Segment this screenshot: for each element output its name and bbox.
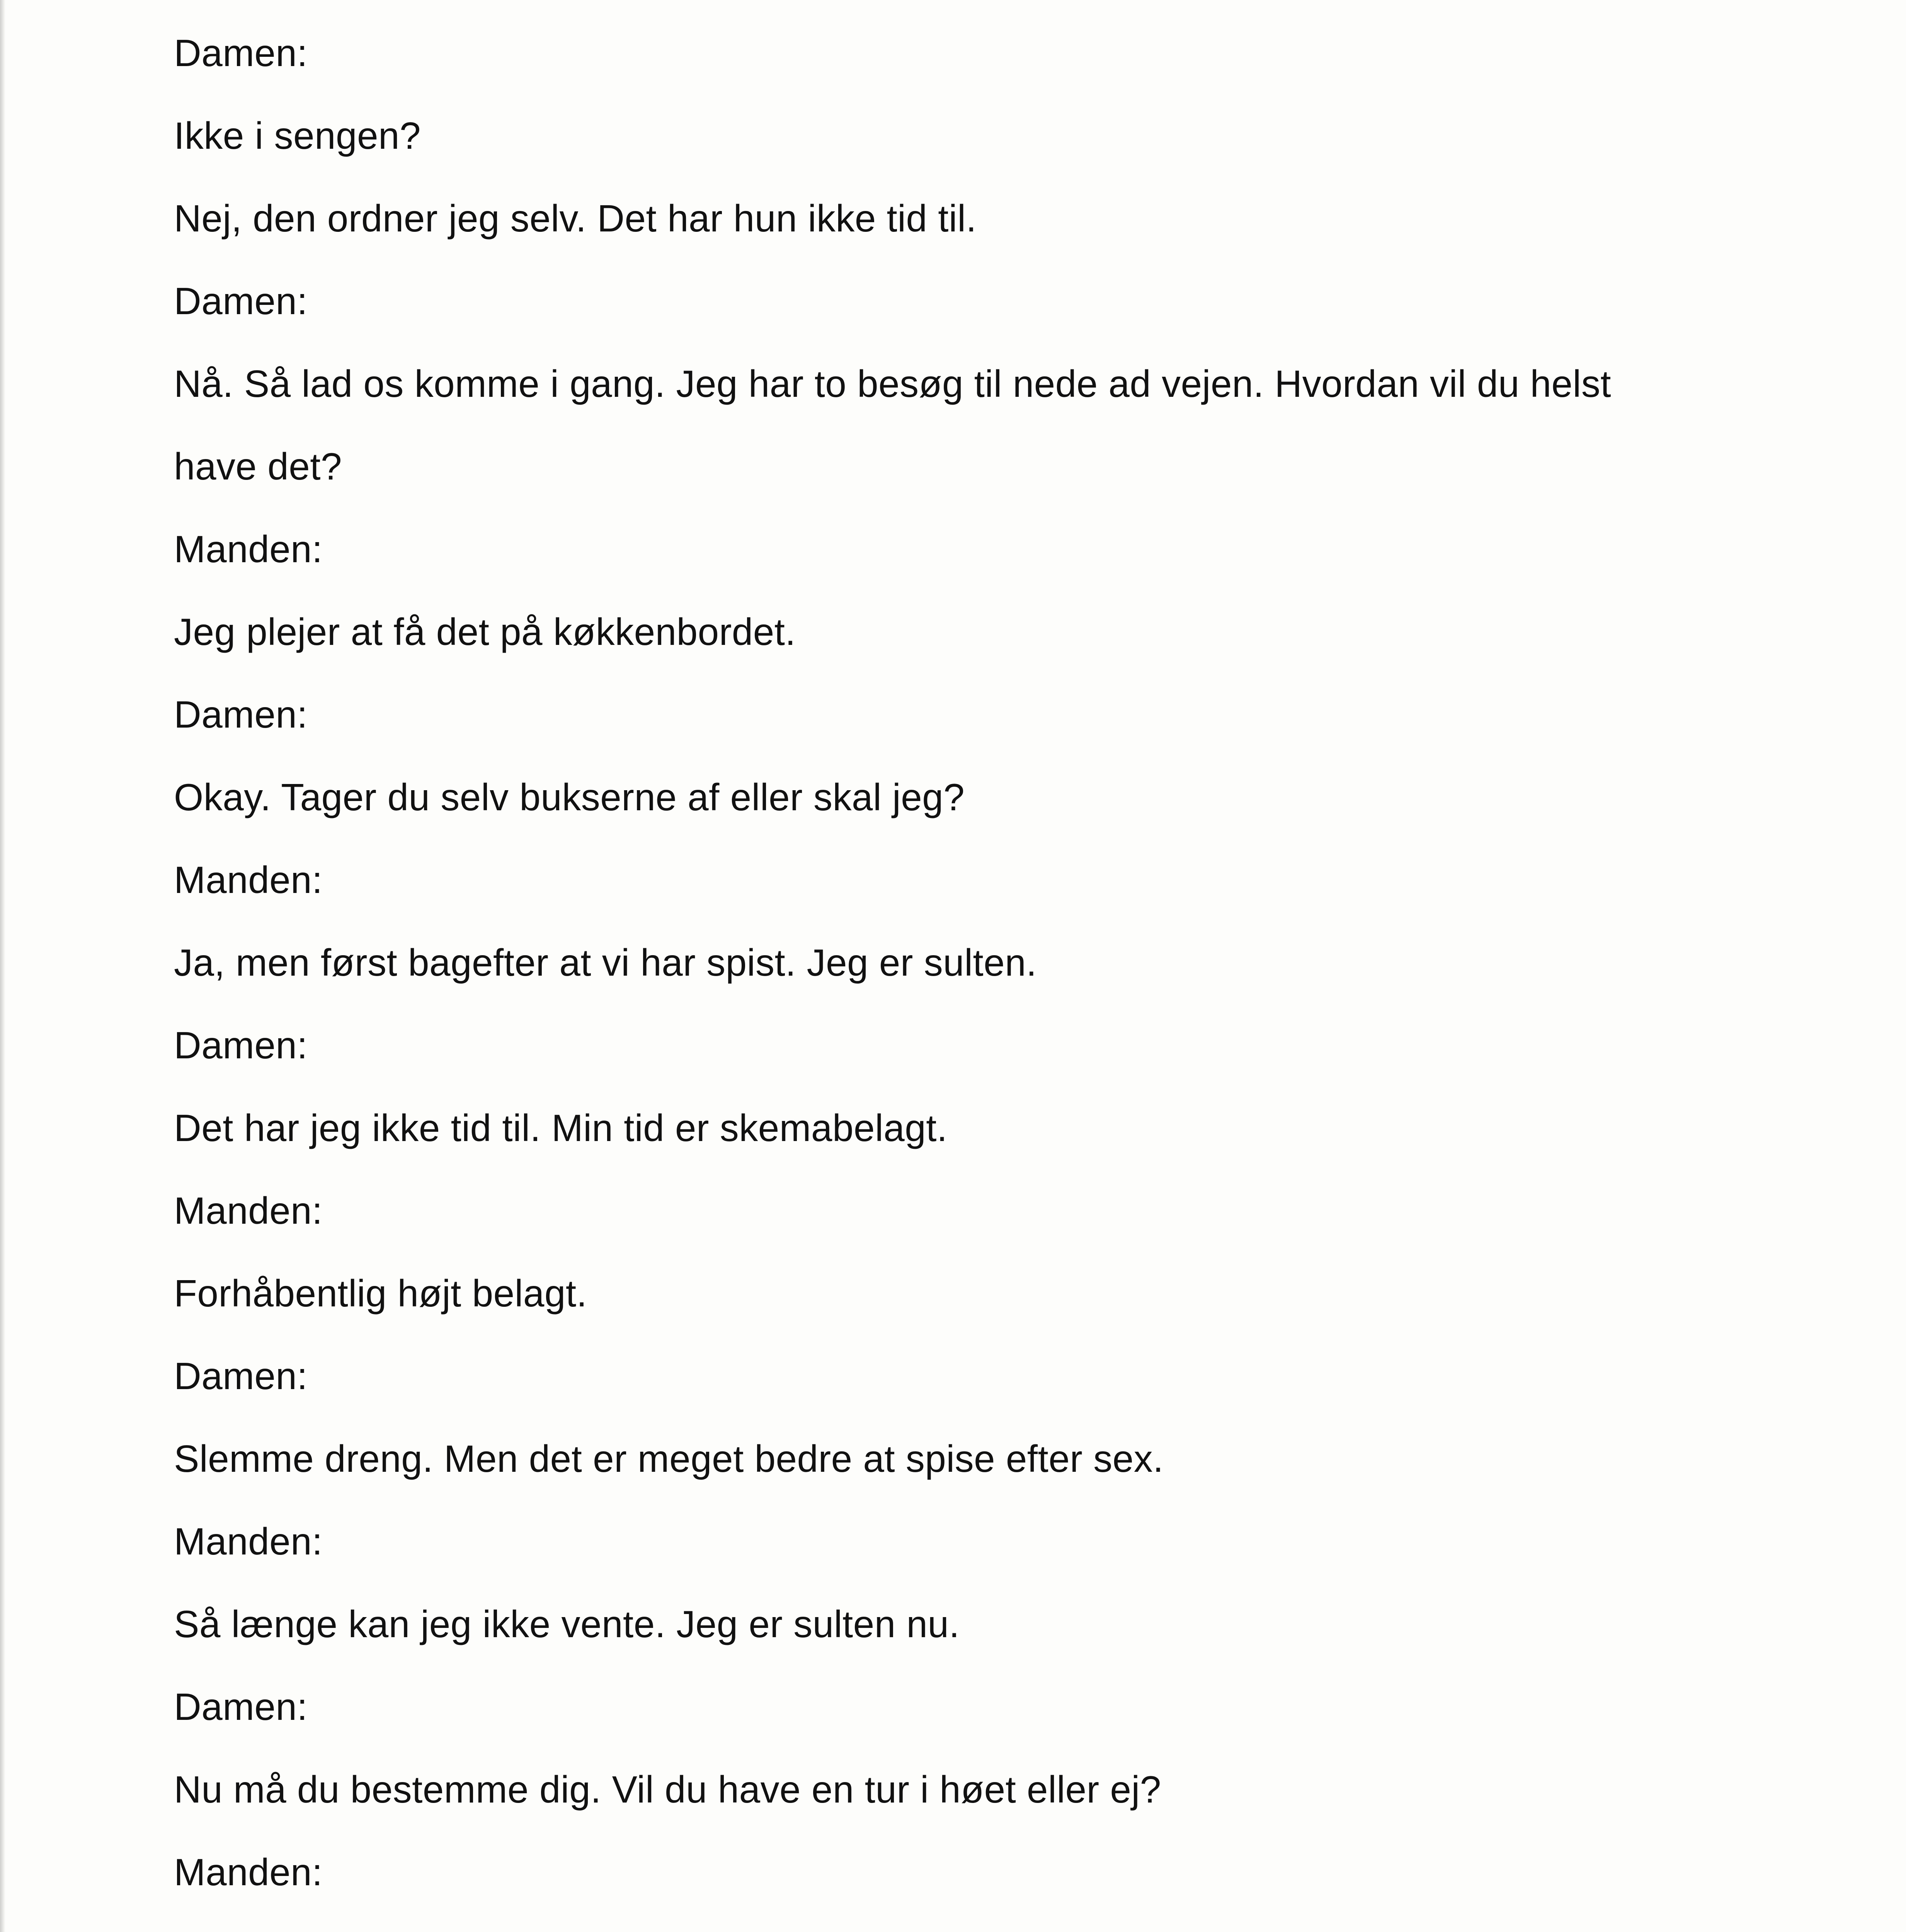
dialogue-line: Nu må du bestemme dig. Vil du have en tur i høet eller ej? [174,1768,1161,1811]
speaker-label: Manden: [174,1189,323,1232]
speaker-label: Damen: [174,1355,308,1397]
dialogue-line: Slemme dreng. Men det er meget bedre at spise efter sex. [174,1437,1164,1480]
dialogue-line: Så længe kan jeg ikke vente. Jeg er sulten nu. [174,1603,960,1645]
dialogue-line: Okay. Tager du selv bukserne af eller skal jeg? [174,776,965,818]
speaker-label: Damen: [174,1024,308,1066]
dialogue-line: Jeg plejer at få det på køkkenbordet. [174,611,796,653]
speaker-label: Damen: [174,1685,308,1728]
dialogue-line: Nå. Så lad os komme i gang. Jeg har to besøg til nede ad vejen. Hvordan vil du helst [174,362,1612,405]
speaker-label: Manden: [174,528,323,570]
dialogue-line: Forhåbentlig højt belagt. [174,1272,587,1315]
dialogue-line: Ikke i sengen? [174,114,421,157]
dialogue-line: have det? [174,445,342,488]
speaker-label: Damen: [174,32,308,74]
dialogue-line [174,1913,1836,1932]
scan-edge [0,0,5,1932]
dialogue-line: Nej, den ordner jeg selv. Det har hun ikke tid til. [174,197,977,240]
speaker-label: Manden: [174,859,323,901]
speaker-label: Damen: [174,693,308,736]
dialogue-text [174,12,1836,1932]
dialogue-line: Ja, men først bagefter at vi har spist. Jeg er sulten. [174,941,1037,984]
speaker-label: Damen: [174,280,308,322]
speaker-label: Manden: [174,1520,323,1563]
dialogue-line: Det har jeg ikke tid til. Min tid er skemabelagt. [174,1107,948,1149]
speaker-label: Manden: [174,1851,323,1893]
